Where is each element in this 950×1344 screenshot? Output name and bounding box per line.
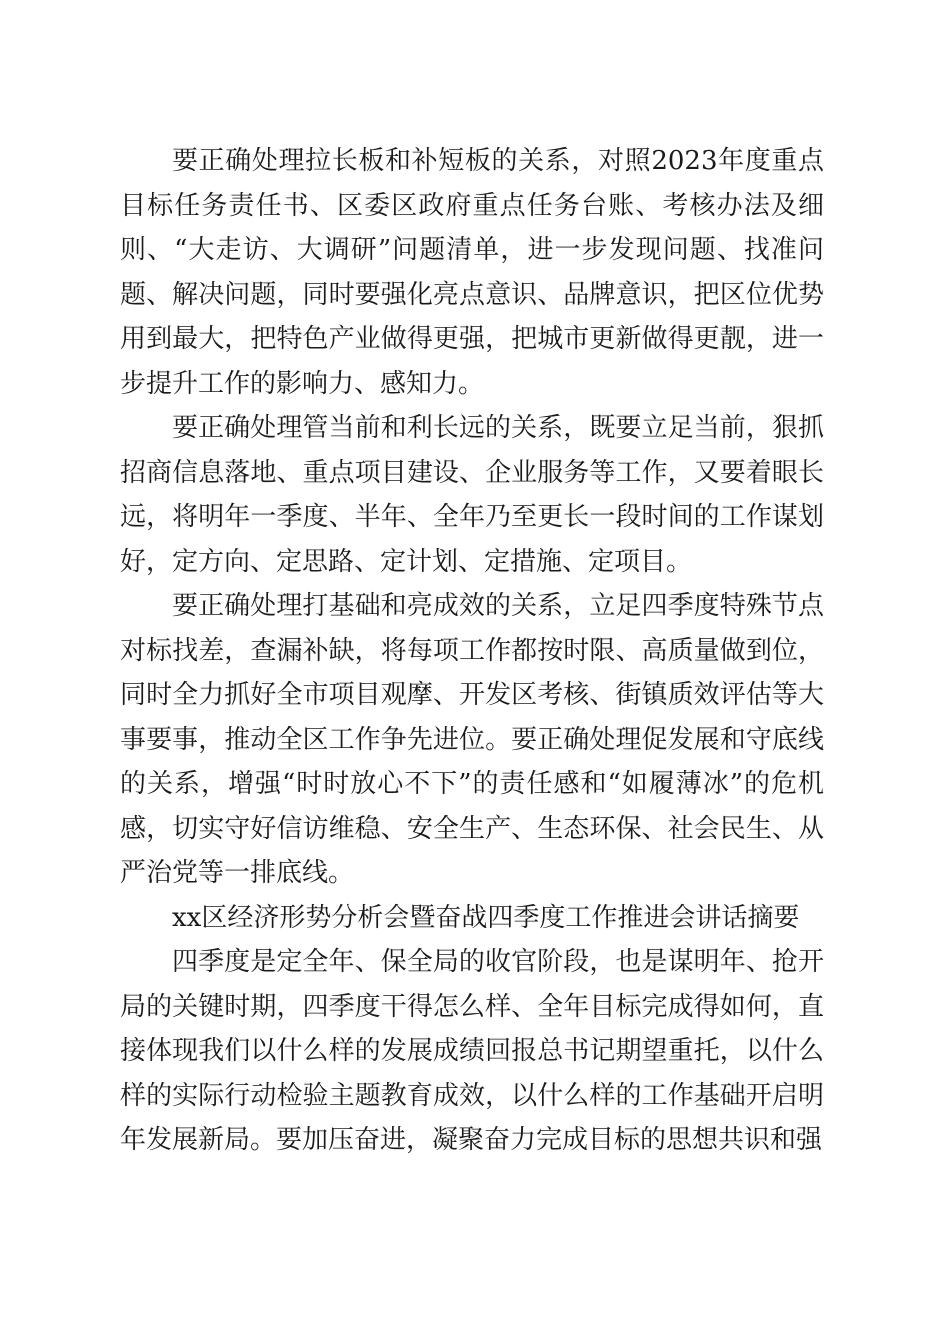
paragraph-present-long-term: 要正确处理管当前和利长远的关系，既要立足当前，狠抓招商信息落地、重点项目建设、企业服务等工作，又要着眼长远，将明年一季度、半年、全年乃至更长一段时间的工作谋划好，定方向、定思路、定计划、定措施、定项目。 xyxy=(120,413,824,577)
document-body xyxy=(120,139,824,1163)
paragraph-foundation-results: 要正确处理打基础和亮成效的关系，立足四季度特殊节点对标找差，查漏补缺，将每项工作都按时限、高质量做到位，同时全力抓好全市项目观摩、开发区考核、街镇质效评估等大事要事，推动全区工作争先进位。要正确处理促发展和守底线的关系，增强“时时放心不下”的责任感和“如履薄冰”的危机感，切实守好信访维稳、安全生产、生态环保、社会民生、从严治党等一排底线。 xyxy=(120,591,824,888)
paragraph-fourth-quarter: 四季度是定全年、保全局的收官阶段，也是谋明年、抢开局的关键时期，四季度干得怎么样、全年目标完成得如何，直接体现我们以什么样的发展成绩回报总书记期望重托，以什么样的实际行动检验主题教育成效，以什么样的工作基础开启明年发展新局。要加压奋进，凝聚奋力完成目标的思想共识和强 xyxy=(120,947,824,1155)
paragraph-long-short-board: 要正确处理拉长板和补短板的关系，对照2023年度重点目标任务责任书、区委区政府重点任务台账、考核办法及细则、“大走访、大调研”问题清单，进一步发现问题、找准问题、解决问题，同时要强化亮点意识、品牌意识，把区位优势用到最大，把特色产业做得更强，把城市更新做得更靓，进一步提升工作的影响力、感知力。 xyxy=(120,146,824,399)
section-title: xx区经济形势分析会暨奋战四季度工作推进会讲话摘要 xyxy=(172,902,800,933)
